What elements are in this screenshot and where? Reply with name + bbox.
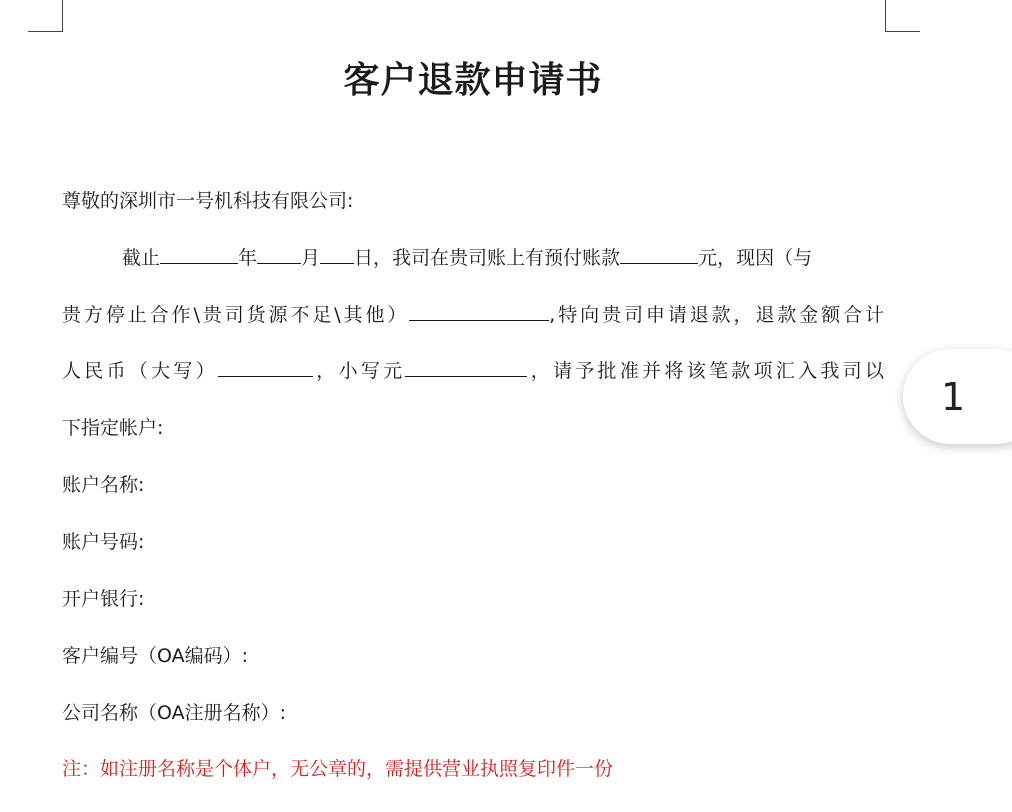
text-segment: ，请予批准并将该笔款项汇入我司以 — [527, 360, 884, 382]
text-segment: 截止 — [122, 247, 161, 269]
body-paragraph-line-3 — [62, 358, 884, 384]
text-segment: 月 — [301, 247, 321, 269]
field-account-number: 账户号码: — [62, 531, 145, 553]
blank-amount-uppercase[interactable] — [218, 358, 313, 377]
blank-month[interactable] — [257, 245, 301, 264]
page-corner-mark-top-left — [28, 0, 63, 32]
text-segment: 元，现因（与 — [698, 247, 813, 269]
body-paragraph-line-4: 下指定帐户: — [62, 417, 164, 439]
text-segment: 贵方停止合作\贵司货源不足\其他） — [62, 304, 410, 326]
note-text: 注：如注册名称是个体户，无公章的，需提供营业执照复印件一份 — [62, 758, 614, 780]
field-customer-no: 客户编号（OA编码）: — [62, 645, 249, 667]
salutation: 尊敬的深圳市一号机科技有限公司: — [62, 190, 354, 212]
body-paragraph-line-1 — [122, 245, 884, 271]
blank-amount-lowercase[interactable] — [405, 358, 527, 377]
field-account-name: 账户名称: — [62, 474, 145, 496]
blank-year[interactable] — [160, 245, 238, 264]
page-number-indicator[interactable] — [903, 349, 1012, 444]
document-title: 客户退款申请书 — [343, 60, 603, 101]
blank-prepaid-amount[interactable] — [620, 245, 698, 264]
text-segment: 日，我司在贵司账上有预付账款 — [354, 247, 621, 269]
body-paragraph-line-2 — [62, 302, 884, 328]
text-segment: ，小写元 — [313, 360, 406, 382]
text-segment: 人民币（大写） — [62, 360, 218, 382]
field-company-name: 公司名称（OA注册名称）: — [62, 702, 287, 724]
text-segment: 年 — [238, 247, 258, 269]
text-segment: ,特向贵司申请退款，退款金额合计 — [549, 304, 884, 326]
blank-day[interactable] — [320, 245, 354, 264]
field-bank: 开户银行: — [62, 588, 145, 610]
page-corner-mark-top-right — [885, 0, 920, 32]
page-number: 1 — [941, 375, 966, 419]
blank-reason[interactable] — [409, 302, 549, 321]
